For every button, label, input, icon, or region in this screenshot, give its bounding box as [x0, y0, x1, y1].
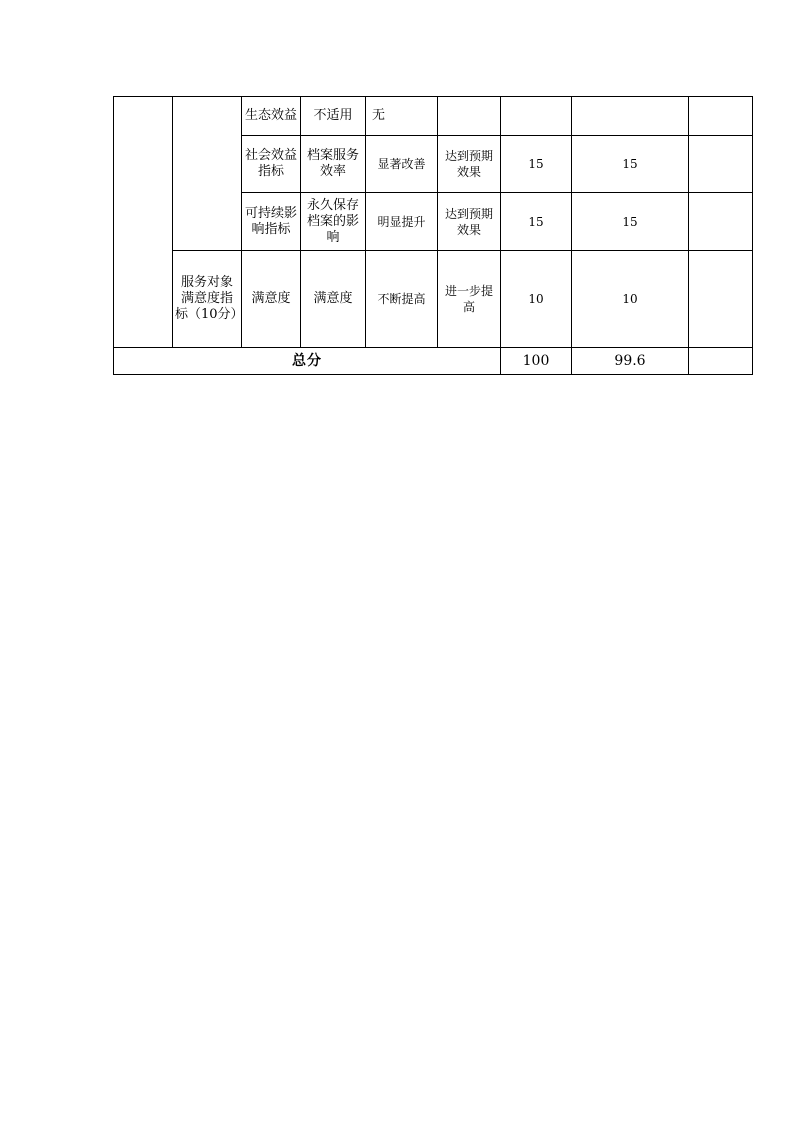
eco-score [572, 97, 689, 136]
sustain-note [689, 193, 753, 251]
sustain-actual: 达到预期效果 [438, 193, 501, 251]
social-actual: 达到预期效果 [438, 136, 501, 193]
satisfaction-category: 服务对象满意度指标（10分） [173, 251, 242, 348]
total-weight: 100 [501, 348, 572, 375]
eco-actual [438, 97, 501, 136]
second-level-cell [173, 97, 242, 251]
social-indicator: 档案服务效率 [301, 136, 366, 193]
social-sub-indicator: 社会效益指标 [242, 136, 301, 193]
performance-table [113, 96, 753, 375]
table-row [114, 97, 753, 136]
satisfaction-score: 10 [572, 251, 689, 348]
satisfaction-weight: 10 [501, 251, 572, 348]
social-score: 15 [572, 136, 689, 193]
total-note [689, 348, 753, 375]
sustain-target: 明显提升 [366, 193, 438, 251]
total-row [114, 348, 753, 375]
satisfaction-target: 不断提高 [366, 251, 438, 348]
eco-sub-indicator: 生态效益 [242, 97, 301, 136]
satisfaction-indicator: 满意度 [301, 251, 366, 348]
satisfaction-note [689, 251, 753, 348]
sustain-sub-indicator: 可持续影响指标 [242, 193, 301, 251]
social-note [689, 136, 753, 193]
sustain-score: 15 [572, 193, 689, 251]
sustain-indicator: 永久保存档案的影响 [301, 193, 366, 251]
social-target: 显著改善 [366, 136, 438, 193]
eco-note [689, 97, 753, 136]
eco-weight [501, 97, 572, 136]
table-row [114, 251, 753, 348]
social-weight: 15 [501, 136, 572, 193]
first-level-cell [114, 97, 173, 348]
sustain-weight: 15 [501, 193, 572, 251]
total-score: 99.6 [572, 348, 689, 375]
total-label: 总分 [114, 348, 501, 375]
satisfaction-sub-indicator: 满意度 [242, 251, 301, 348]
satisfaction-actual: 进一步提高 [438, 251, 501, 348]
eco-target: 无 [366, 97, 438, 136]
eco-indicator: 不适用 [301, 97, 366, 136]
